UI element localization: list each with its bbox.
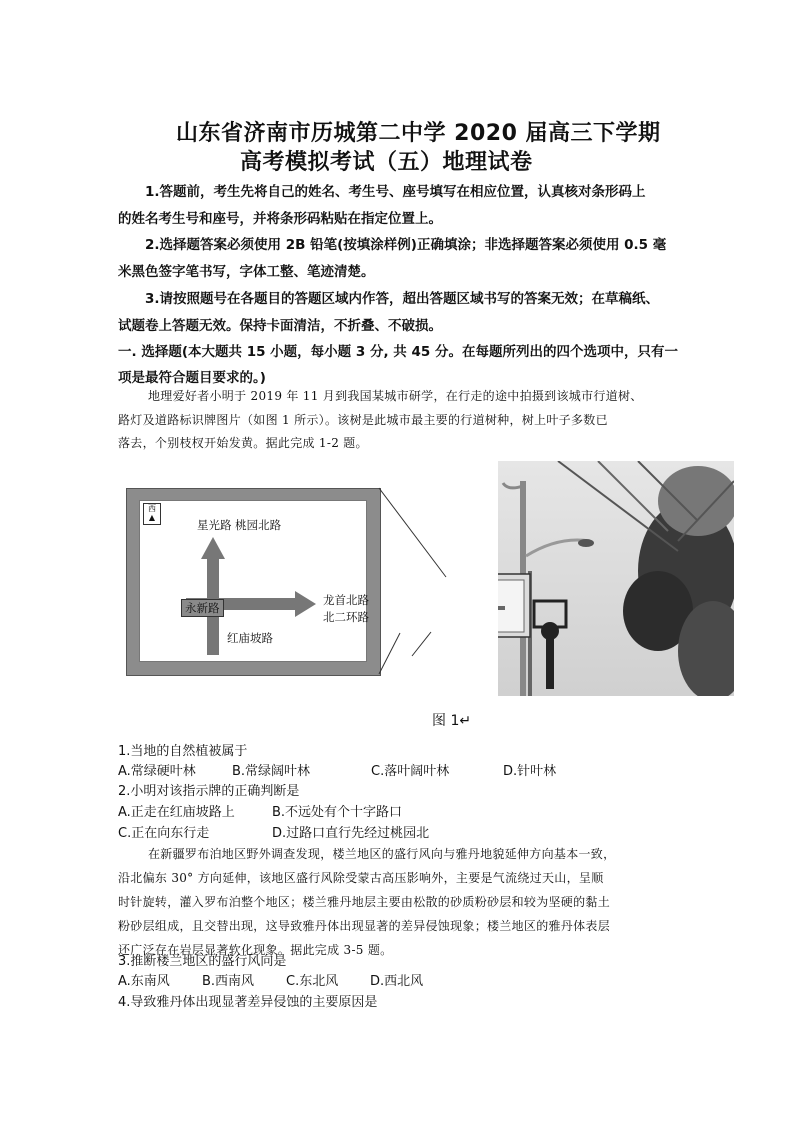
intro-line: 地理爱好者小明于 2019 年 11 月到我国某城市研学，在行走的途中拍摄到该城市行道树、 — [148, 389, 643, 403]
option-a: A.正走在红庙坡路上 — [118, 805, 235, 820]
section-heading: 一. 选择题(本大题共 15 小题，每小题 3 分, 共 45 分。在每题所列出的四个选项中，只有一 — [118, 344, 678, 360]
instruction-line: 米黑色签字笔书写，字体工整、笔迹清楚。 — [118, 264, 375, 280]
intro-line: 沿北偏东 30° 方向延伸，该地区盛行风除受蒙古高压影响外，主要是气流绕过天山，呈顺 — [118, 871, 604, 885]
road-label-south: 红庙坡路 — [227, 631, 273, 645]
option-c: C.正在向东行走 — [118, 826, 210, 841]
instruction-line: 2.选择题答案必须使用 2B 铅笔(按填涂样例)正确填涂；非选择题答案必须使用 0.5 毫 — [145, 237, 667, 253]
intro-line: 路灯及道路标识牌图片（如图 1 所示）。该树是此城市最主要的行道树种，树上叶子多数已 — [118, 413, 608, 427]
question-stem: 4.导致雅丹体出现显著差异侵蚀的主要原因是 — [118, 995, 378, 1010]
street-photo — [498, 461, 734, 696]
option-c: C.东北风 — [286, 974, 339, 989]
question-stem: 2.小明对该指示牌的正确判断是 — [118, 784, 300, 799]
option-b: B.西南风 — [202, 974, 255, 989]
option-b: B.不远处有个十字路口 — [272, 805, 403, 820]
option-a: A.东南风 — [118, 974, 170, 989]
option-b: B.常绿阔叶林 — [232, 764, 311, 779]
option-c: C.落叶阔叶林 — [371, 764, 450, 779]
road-sign-board — [139, 500, 367, 662]
road-label-east-2: 北二环路 — [323, 610, 369, 624]
road-sign-figure — [126, 488, 381, 676]
figure-caption: 图 1↵ — [432, 713, 472, 729]
intro-line: 还广泛存在岩层显著软化现象。据此完成 3-5 题。 — [118, 943, 393, 957]
question-stem: 1.当地的自然植被属于 — [118, 744, 248, 759]
instruction-line: 1.答题前，考生先将自己的姓名、考生号、座号填写在相应位置，认真核对条形码上 — [145, 184, 646, 200]
road-label-north: 星光路 桃园北路 — [197, 518, 282, 532]
paper-title-line2: 高考模拟考试（五）地理试卷 — [240, 150, 533, 175]
road-label-center: 永新路 — [181, 599, 224, 617]
option-d: D.针叶林 — [503, 764, 557, 779]
intro-line: 在新疆罗布泊地区野外调查发现，楼兰地区的盛行风向与雅丹地貌延伸方向基本一致， — [148, 847, 616, 861]
option-a: A.常绿硬叶林 — [118, 764, 196, 779]
option-d: D.过路口直行先经过桃园北 — [272, 826, 430, 841]
intro-line: 时针旋转，灌入罗布泊整个地区；楼兰雅丹地层主要由松散的砂质粉砂层和较为坚硬的黏土 — [118, 895, 611, 909]
option-d: D.西北风 — [370, 974, 424, 989]
intro-line: 粉砂层组成，且交替出现，这导致雅丹体出现显著的差异侵蚀现象；楼兰地区的雅丹体表层 — [118, 919, 611, 933]
road-label-east-1: 龙首北路 — [323, 593, 369, 607]
compass-icon: 西 ▲ — [143, 503, 161, 525]
instruction-line: 试题卷上答题无效。保持卡面清洁，不折叠、不破损。 — [118, 318, 442, 334]
section-heading: 项是最符合题目要求的。) — [118, 370, 266, 386]
street-scene — [498, 461, 734, 696]
instruction-line: 的姓名考生号和座号，并将条形码粘贴在指定位置上。 — [118, 211, 442, 227]
intro-line: 落去，个别枝杈开始发黄。据此完成 1-2 题。 — [118, 436, 368, 450]
paper-title-line1: 山东省济南市历城第二中学 2020 届高三下学期 — [176, 121, 661, 146]
instruction-line: 3.请按照题号在各题目的答题区域内作答，超出答题区域书写的答案无效；在草稿纸、 — [145, 291, 660, 307]
question-stem: 3.推断楼兰地区的盛行风向是 — [118, 954, 287, 969]
